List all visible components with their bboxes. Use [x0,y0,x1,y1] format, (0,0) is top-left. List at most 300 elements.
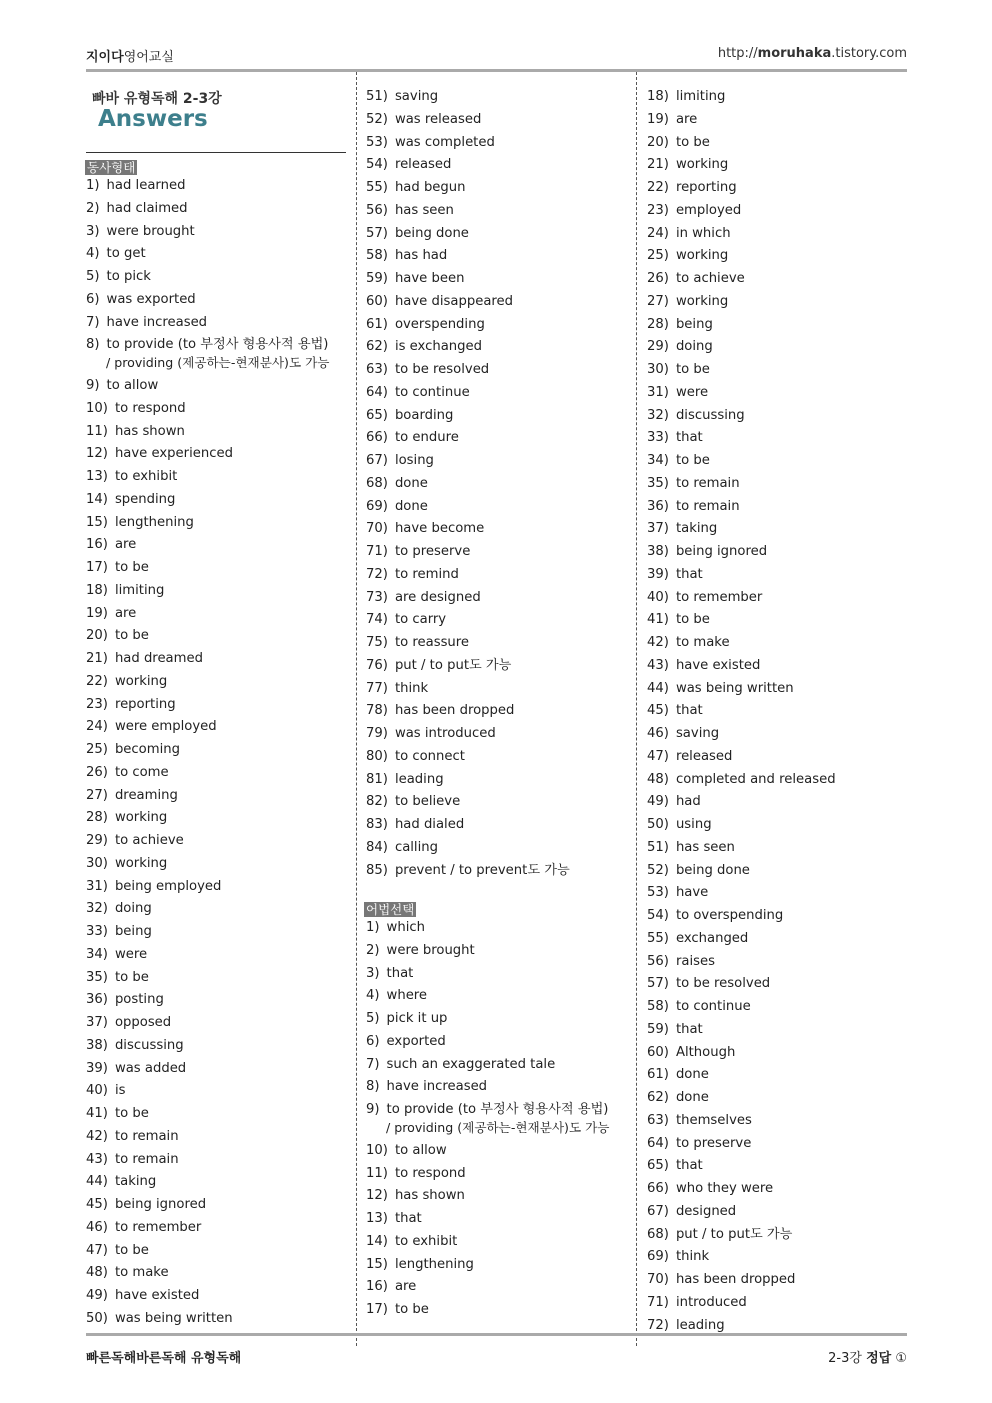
answer-text: completed and released [675,771,836,787]
answer-text: leading [675,1317,725,1333]
answer-number: 49) [647,794,669,810]
answer-number: 7) [86,314,100,330]
answer-text: was exported [106,291,196,307]
answer-text: to be [114,560,149,575]
answer-text: were [675,384,709,400]
answer-text: have increased [386,1079,488,1095]
answer-number: 9) [366,1102,380,1117]
page-subtitle: 빠바 유형독해 2-3강 [92,91,222,107]
answer-number: 3) [366,965,380,981]
answer-text: to be [114,628,149,644]
answer-text: to provide (to 부정사 형용사적 용법) [386,1102,609,1117]
answer-item [366,658,511,674]
answer-item [366,817,464,833]
answer-number: 30) [647,362,669,377]
answer-number: 51) [366,89,388,104]
answer-text: are [114,537,137,553]
answer-text: boarding [394,407,454,423]
url-suffix: .tistory.com [831,46,907,61]
answer-number: 4) [366,988,380,1004]
answer-number: 24) [647,225,669,241]
answer-item [647,999,751,1015]
answer-number: 63) [366,362,388,377]
answer-item [366,362,489,378]
answer-item [647,954,715,970]
answer-item [647,1295,747,1311]
answer-number: 1) [366,920,380,935]
answer-item [647,521,717,537]
answer-item [647,1249,709,1265]
answer-text: being done [394,225,469,241]
answer-text: have been [394,271,465,286]
answer-item [647,1227,792,1243]
answer-number: 21) [647,157,669,173]
answer-text: to remember [675,589,763,605]
answer-number: 36) [647,498,669,514]
answer-number: 20) [86,628,108,644]
answer-text: employed [675,202,742,218]
answer-item [86,628,149,644]
answer-number: 31) [86,878,108,894]
answer-number: 57) [366,225,388,241]
answer-number: 33) [647,430,669,446]
answer-number: 68) [366,475,388,491]
answer-text: has shown [394,1188,465,1204]
url-prefix: http:// [717,46,758,61]
answer-item [366,772,444,788]
answer-number: 67) [366,453,388,468]
answer-number: 57) [647,976,669,992]
answer-text: lengthening [114,514,194,530]
answer-item [86,178,185,194]
answer-text: that [394,1211,422,1226]
answer-item [86,947,147,963]
answer-text: was completed [394,134,495,150]
answer-number: 31) [647,384,669,400]
answer-number: 27) [647,293,669,309]
answer-text: to respond [394,1165,466,1181]
answer-item [647,430,703,446]
answer-number: 4) [86,246,100,262]
answer-number: 47) [86,1242,108,1258]
answer-number: 62) [647,1090,669,1105]
answer-number: 35) [86,969,108,985]
answer-text: to remind [394,566,459,582]
answer-item [366,943,475,959]
answer-text: opposed [114,1015,172,1030]
answer-text: to exhibit [394,1233,458,1249]
answer-item [647,817,712,833]
answer-number: 54) [647,908,669,923]
answer-item [366,271,464,287]
answer-text: have [675,885,709,901]
answer-text: reporting [675,180,737,195]
answer-number: 8) [86,337,100,353]
answer-item [366,1302,429,1318]
answer-text: have experienced [114,446,233,462]
answer-number: 12) [366,1188,388,1204]
answer-item [86,606,136,622]
answer-text: had claimed [106,200,188,216]
answer-item [86,1152,179,1168]
answer-text: limiting [675,89,726,104]
answer-item [86,515,194,531]
footer-lesson: 2-3강 [828,1351,867,1366]
answer-number: 1) [86,178,100,193]
answer-item [366,385,470,401]
answer-text: are [394,1279,417,1295]
answer-number: 23) [86,696,108,712]
answer-item [86,246,146,262]
answer-item [647,1090,709,1106]
answer-text: working [114,855,168,871]
answer-item [647,885,708,901]
answer-item [647,703,703,719]
answer-text: was added [114,1060,187,1076]
answer-number: 84) [366,839,388,855]
answer-number: 45) [647,703,669,719]
answer-number: 18) [647,89,669,104]
answer-text: are [675,111,698,127]
answer-number: 77) [366,680,388,696]
answer-number: 30) [86,855,108,871]
answer-number: 39) [647,566,669,582]
answer-item [366,726,496,742]
answer-item [366,294,513,310]
answer-item [366,1279,416,1295]
answer-item [86,224,195,240]
footer-rule [86,1333,907,1336]
answer-text: overspending [394,316,485,332]
answer-item [86,1129,179,1145]
answer-item [366,1188,465,1204]
answer-text: released [675,748,733,764]
answer-text: exchanged [675,930,749,946]
answer-number: 58) [366,248,388,264]
answer-item [647,1204,736,1220]
answer-number: 60) [647,1044,669,1060]
answer-number: 65) [647,1158,669,1174]
answer-text: have increased [106,314,208,330]
answer-number: 6) [366,1033,380,1049]
answer-text: was introduced [394,726,496,741]
answer-text: have become [394,521,485,537]
answer-item [86,492,175,508]
answer-item [366,180,466,196]
answer-item [86,697,176,713]
answer-text: to make [114,1265,169,1281]
answer-number: 62) [366,339,388,355]
answer-text: taking [114,1174,157,1190]
answer-number: 41) [647,612,669,628]
answer-number: 23) [647,202,669,218]
answer-text: has been dropped [675,1272,796,1287]
footer-answer-word: 정답 [866,1351,892,1366]
answer-item [86,337,328,353]
answer-item [86,833,184,849]
answer-number: 75) [366,635,388,650]
answer-number: 7) [366,1056,380,1072]
answer-text: is [114,1083,126,1099]
answer-text: that [675,430,703,446]
answer-text: to continue [675,999,751,1014]
answer-item [86,1038,184,1054]
answer-text: exported [386,1033,446,1049]
answer-text: was released [394,111,482,127]
answer-text: to be [675,362,710,377]
answer-text: saving [394,89,439,104]
answer-number: 56) [647,953,669,969]
answer-number: 2) [86,200,100,216]
answer-number: 46) [647,726,669,741]
answer-text: released [394,157,452,173]
answer-text: which [386,920,425,935]
answer-item [86,446,233,462]
answer-item [86,924,152,940]
answer-number: 44) [86,1174,108,1190]
answer-text: to come [114,764,169,780]
answer-number: 5) [86,269,100,284]
answer-text: had dialed [394,817,465,832]
answer-item [366,1102,608,1118]
answer-text-continued: / providing (제공하는-현재분사)도 가능 [106,355,330,371]
answer-item [647,567,703,583]
answer-item [366,1011,447,1027]
answer-number: 51) [647,839,669,855]
footer-page-number: ① [891,1351,907,1366]
answer-item [366,567,459,583]
answer-number: 82) [366,794,388,810]
answer-number: 48) [647,771,669,787]
answer-item [86,1061,186,1077]
answer-item [86,742,180,758]
answer-text: working [114,673,168,689]
answer-item [647,499,740,515]
answer-item [366,1057,555,1073]
answer-number: 25) [647,248,669,264]
answer-number: 17) [366,1302,388,1317]
answer-text: to continue [394,384,470,400]
answer-text: were brought [386,942,475,958]
answer-number: 2) [366,942,380,958]
answer-text: to remain [675,498,740,514]
answer-number: 11) [86,423,108,439]
answer-text: to be [114,1242,149,1258]
answer-item [86,201,188,217]
answer-number: 70) [366,521,388,537]
answer-number: 21) [86,651,108,666]
answer-text: to preserve [675,1135,752,1151]
answer-number: 58) [647,999,669,1014]
answer-text: to provide (to 부정사 형용사적 용법) [106,337,329,353]
answer-item [647,749,732,765]
answer-item [366,1034,446,1050]
answer-number: 13) [86,469,108,484]
answer-number: 46) [86,1219,108,1235]
answer-item [366,1166,466,1182]
answer-text: put / to put도 가능 [675,1226,793,1242]
answer-text: was being written [675,680,794,696]
answer-text: has seen [675,839,735,855]
answer-text: that [675,1158,703,1174]
answer-number: 44) [647,680,669,696]
answer-number: 53) [366,134,388,150]
answer-number: 29) [647,339,669,355]
answer-text: where [386,988,428,1004]
answer-text: has been dropped [394,703,515,719]
answer-text: were employed [114,719,217,735]
answer-number: 40) [86,1083,108,1099]
answer-number: 16) [366,1279,388,1295]
answer-item [647,1113,752,1129]
answer-number: 83) [366,817,388,832]
answer-item [86,583,164,599]
answer-number: 10) [366,1142,388,1158]
answer-item [86,810,167,826]
answer-number: 14) [86,491,108,507]
answer-text: to achieve [675,271,745,286]
answer-item [366,840,438,856]
answer-text: limiting [114,582,165,598]
answer-item [366,157,451,173]
answer-text: had begun [394,180,466,195]
answer-number: 14) [366,1233,388,1249]
answer-number: 72) [647,1317,669,1333]
answer-text: done [394,475,428,491]
site-url [718,46,907,61]
answer-number: 25) [86,742,108,757]
answer-number: 72) [366,566,388,582]
answer-number: 52) [366,111,388,127]
answer-item [366,681,428,697]
answer-item [366,499,428,515]
answer-item [647,772,836,788]
answer-item [366,703,514,719]
answer-text: leading [394,771,444,787]
answer-number: 33) [86,924,108,939]
answer-text-continued: / providing (제공하는-현재분사)도 가능 [386,1120,610,1135]
answer-text: done [675,1090,709,1105]
answer-item [647,385,708,401]
answer-item [647,294,728,310]
answer-text: Although [675,1044,736,1060]
answer-text: losing [394,453,434,468]
answer-item [86,469,177,485]
answer-text: to overspending [675,908,784,923]
answer-text: to be [675,612,710,628]
answer-text: doing [114,901,152,917]
answer-item [86,651,203,667]
answer-text: to remain [114,1151,179,1167]
page-header [86,46,907,66]
answer-text: working [675,157,729,173]
answer-item [86,856,167,872]
answer-item [366,89,438,105]
answer-text: discussing [675,407,745,423]
answer-text: pick it up [386,1011,448,1026]
brand-name [86,46,174,65]
answer-number: 81) [366,771,388,787]
answer-text: to reassure [394,635,470,650]
answer-item [366,135,495,151]
answer-item [366,966,413,982]
answer-item [86,1197,206,1213]
answer-number: 61) [647,1067,669,1083]
footer-page-label [828,1347,907,1366]
answer-text: were brought [106,223,195,239]
answer-number: 36) [86,992,108,1008]
answer-item [366,590,481,606]
answer-text: to be [114,1106,149,1121]
answer-text: in which [675,225,731,241]
answer-item [647,908,783,924]
answer-number: 64) [647,1135,669,1151]
answer-text: had dreamed [114,651,203,666]
answer-item [647,863,750,879]
answer-text: to make [675,635,730,650]
answer-item [86,992,164,1008]
header-rule [86,69,907,72]
answer-text: lengthening [394,1256,474,1272]
answer-item [647,1136,751,1152]
answer-text: that [386,965,414,981]
answer-text: to carry [394,612,447,628]
answer-item [366,521,484,537]
answer-text: to be [114,969,149,985]
answer-text: spending [114,491,176,507]
answer-number: 69) [366,498,388,514]
answer-number: 38) [647,544,669,559]
answer-item [366,203,454,219]
answer-item [647,726,719,742]
answer-item [647,590,762,606]
answer-number: 43) [86,1151,108,1167]
answer-item [647,976,770,992]
answer-text: think [675,1249,710,1265]
answer-item [86,719,217,735]
answer-text: had [675,794,701,810]
answer-number: 3) [86,223,100,239]
answer-text: to exhibit [114,469,178,484]
page-title: Answers [98,106,208,132]
answer-item [366,544,470,560]
answer-number: 71) [647,1294,669,1310]
answer-item [86,765,169,781]
footer-book-title: 빠른독해바른독해 유형독해 [86,1351,242,1366]
answer-number: 19) [86,605,108,621]
answer-text: saving [675,726,720,741]
answer-number: 67) [647,1203,669,1219]
answer-number: 76) [366,657,388,673]
answer-number: 61) [366,316,388,332]
answer-number: 55) [647,930,669,946]
answer-number: 42) [86,1128,108,1144]
answer-number: 17) [86,560,108,575]
answer-item [366,248,447,264]
answer-number: 28) [647,316,669,332]
answer-number: 49) [86,1288,108,1303]
answer-text: doing [675,339,713,355]
answer-text: themselves [675,1112,752,1128]
answer-number: 19) [647,111,669,127]
answer-number: 22) [647,180,669,195]
answer-text: such an exaggerated tale [386,1056,556,1072]
answer-text: have existed [675,657,761,673]
answer-number: 22) [86,673,108,689]
answer-item [647,1067,709,1083]
answer-item [647,317,713,333]
answer-item [86,401,186,417]
